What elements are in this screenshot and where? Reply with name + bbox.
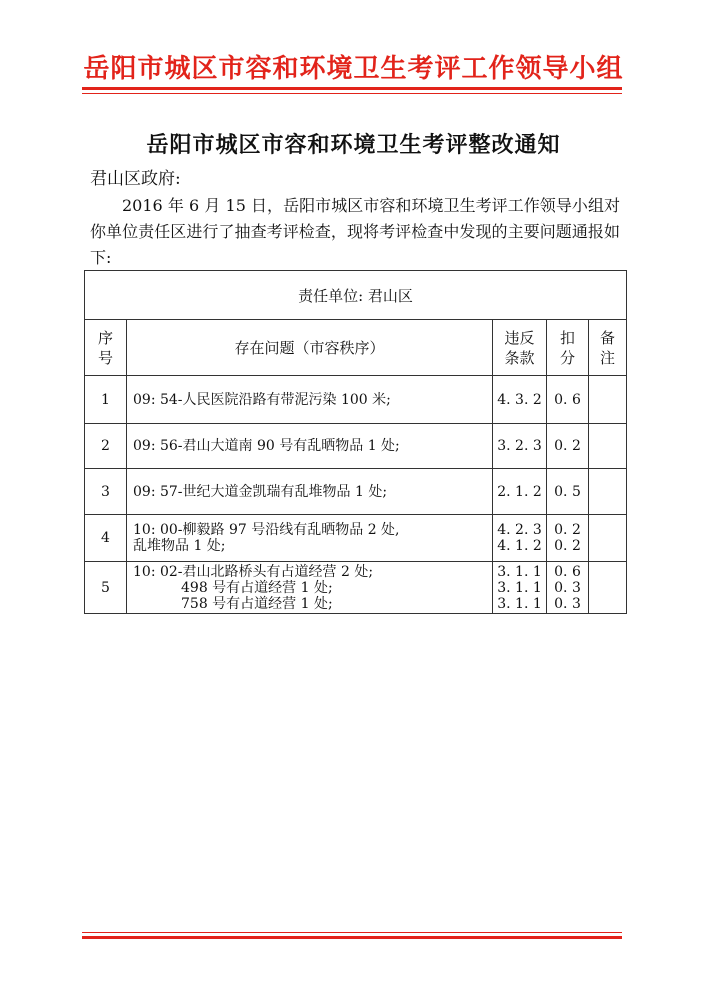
header-issue: 存在问题（市容秩序） (127, 320, 493, 376)
row-deduction: 0. 2 0. 2 (547, 515, 589, 562)
issues-table (84, 270, 627, 614)
notice-body: 2016 年 6 月 15 日，岳阳市城区市容和环境卫生考评工作领导小组对你单位责任区进行了抽查考评检查，现将考评检查中发现的主要问题通报如下: (90, 196, 620, 267)
row-clause: 3. 1. 1 3. 1. 1 3. 1. 1 (493, 562, 547, 614)
row-note (589, 376, 627, 424)
table-header-row (85, 320, 627, 376)
row-note (589, 469, 627, 515)
table-row (85, 376, 627, 424)
row-deduction: 0. 6 0. 3 0. 3 (547, 562, 589, 614)
row-deduction: 0. 6 (547, 376, 589, 424)
footer-rule-thick (82, 936, 622, 939)
row-clause: 2. 1. 2 (493, 469, 547, 515)
row-note (589, 515, 627, 562)
row-clause: 4. 3. 2 (493, 376, 547, 424)
issuing-org-header: 岳阳市城区市容和环境卫生考评工作领导小组 (83, 54, 624, 84)
table-row (85, 424, 627, 469)
row-seq: 3 (85, 469, 127, 515)
recipient: 君山区政府: (90, 169, 181, 189)
row-seq: 1 (85, 376, 127, 424)
row-issue: 09: 56-君山大道南 90 号有乱晒物品 1 处; (127, 424, 493, 469)
row-seq: 4 (85, 515, 127, 562)
row-issue: 10: 02-君山北路桥头有占道经营 2 处; 498 号有占道经营 1 处; 758 号有占道经营 1 处; (127, 562, 493, 614)
row-deduction: 0. 2 (547, 424, 589, 469)
header-clause: 违反 条款 (493, 320, 547, 376)
header-note: 备 注 (589, 320, 627, 376)
table-row (85, 515, 627, 562)
row-issue: 10: 00-柳毅路 97 号沿线有乱晒物品 2 处, 乱堆物品 1 处; (127, 515, 493, 562)
row-clause: 4. 2. 3 4. 1. 2 (493, 515, 547, 562)
row-note (589, 424, 627, 469)
responsible-unit: 责任单位: 君山区 (85, 271, 627, 320)
header-seq: 序 号 (85, 320, 127, 376)
notice-title: 岳阳市城区市容和环境卫生考评整改通知 (146, 132, 561, 158)
row-seq: 2 (85, 424, 127, 469)
row-issue: 09: 57-世纪大道金凯瑞有乱堆物品 1 处; (127, 469, 493, 515)
footer-rule-thin (82, 932, 622, 933)
header-deduction: 扣 分 (547, 320, 589, 376)
row-note (589, 562, 627, 614)
row-issue: 09: 54-人民医院沿路有带泥污染 100 米; (127, 376, 493, 424)
row-clause: 3. 2. 3 (493, 424, 547, 469)
header-rule-thin (82, 93, 622, 94)
row-deduction: 0. 5 (547, 469, 589, 515)
header-rule-thick (82, 87, 622, 90)
table-row (85, 469, 627, 515)
row-seq: 5 (85, 562, 127, 614)
table-row (85, 562, 627, 614)
